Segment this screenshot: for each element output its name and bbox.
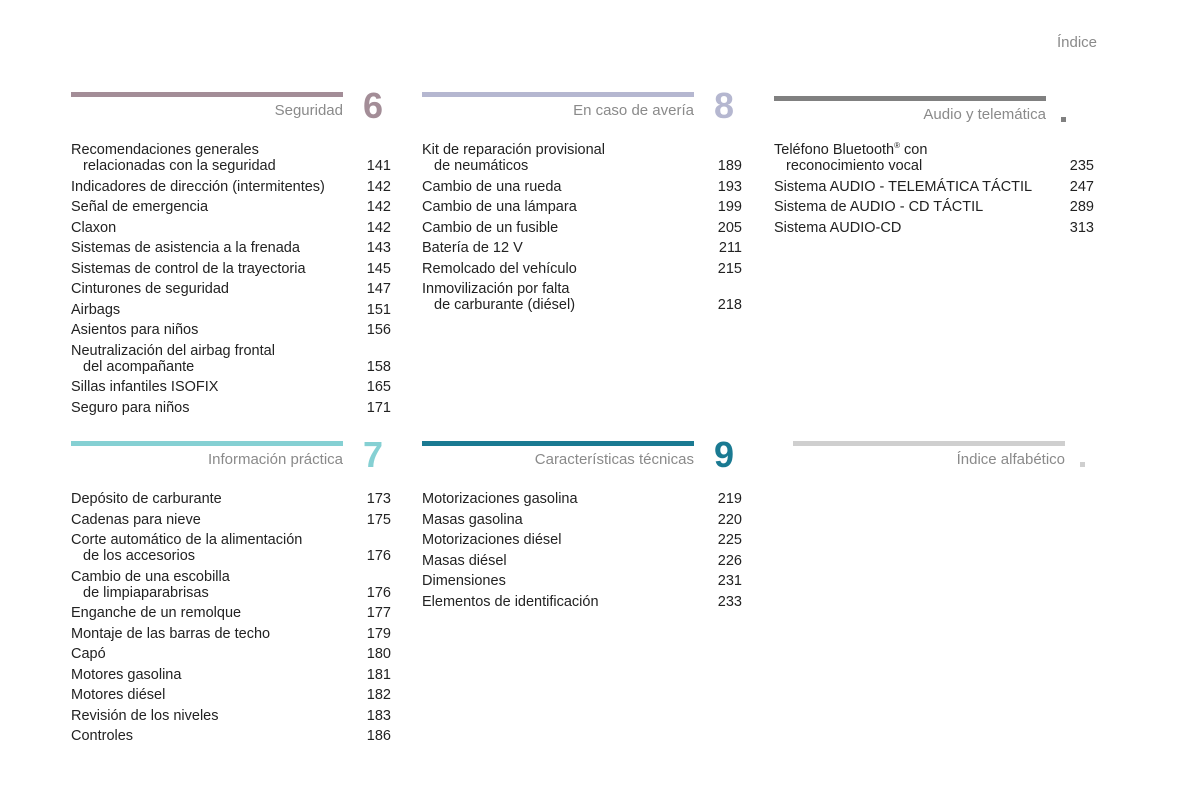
section-number: 9 <box>713 434 734 475</box>
toc-entry[interactable] <box>422 240 742 256</box>
section-color-bar <box>422 441 694 446</box>
entry-title: Capó <box>71 646 106 662</box>
section-header <box>793 441 1113 491</box>
toc-entry[interactable] <box>71 261 391 277</box>
entry-title: Cadenas para nieve <box>71 511 201 528</box>
entry-page: 142 <box>366 219 391 236</box>
toc-entry[interactable] <box>71 491 391 507</box>
entry-title: Elementos de identificación <box>422 593 599 610</box>
section-color-bar <box>774 96 1046 101</box>
toc-entry[interactable] <box>71 646 391 662</box>
toc-entry[interactable] <box>422 594 742 610</box>
toc-list <box>774 142 1094 236</box>
entry-title-continued: relacionadas con la seguridad <box>83 158 276 174</box>
entry-page: 226 <box>717 552 742 569</box>
toc-entry[interactable] <box>71 532 391 564</box>
toc-entry[interactable] <box>774 220 1094 236</box>
entry-page: 142 <box>366 199 391 215</box>
section-alfabetico <box>793 441 1113 491</box>
entry-title: Inmovilización por falta <box>422 281 570 297</box>
section-practica <box>71 434 391 749</box>
entry-title: Cambio de una rueda <box>422 178 562 195</box>
toc-list <box>71 491 391 744</box>
entry-title: Sistema AUDIO - TELEMÁTICA TÁCTIL <box>774 178 1033 195</box>
entry-page: 156 <box>366 322 391 338</box>
entry-title-continued: de los accesorios <box>83 548 196 564</box>
entry-title: Corte automático de la alimentación <box>71 532 303 548</box>
entry-page: 151 <box>366 301 391 318</box>
toc-entry[interactable] <box>422 491 742 507</box>
entry-title: Teléfono Bluetooth® con <box>774 141 928 158</box>
section-header <box>422 434 742 491</box>
entry-title: Señal de emergencia <box>71 199 209 215</box>
entry-page: 182 <box>366 687 391 703</box>
section-tecnicas <box>422 434 742 614</box>
entry-page: 173 <box>366 491 391 507</box>
entry-page: 181 <box>366 666 391 683</box>
section-title[interactable]: En caso de avería <box>573 102 694 119</box>
entry-page: 193 <box>717 178 742 195</box>
toc-entry[interactable] <box>71 400 391 416</box>
section-color-bar <box>422 92 694 97</box>
toc-entry[interactable] <box>71 605 391 621</box>
entry-page: 180 <box>366 646 391 662</box>
entry-page: 289 <box>1069 199 1094 215</box>
entry-page: 189 <box>717 158 742 174</box>
toc-list <box>422 142 742 313</box>
entry-page: 235 <box>1069 158 1094 174</box>
entry-page: 171 <box>366 399 391 416</box>
toc-entry[interactable] <box>71 322 391 338</box>
entry-title: Recomendaciones generales <box>71 142 259 158</box>
toc-entry[interactable] <box>422 261 742 277</box>
section-title[interactable]: Información práctica <box>207 451 343 468</box>
toc-entry[interactable] <box>774 199 1094 215</box>
toc-entry[interactable] <box>422 199 742 215</box>
toc-entry[interactable] <box>422 281 742 313</box>
entry-title: Sillas infantiles ISOFIX <box>71 379 219 395</box>
entry-page: 176 <box>366 584 391 601</box>
entry-title: Asientos para niños <box>71 322 199 338</box>
toc-list <box>71 142 391 416</box>
entry-page: 225 <box>717 532 742 548</box>
entry-title: Masas gasolina <box>422 511 523 528</box>
entry-title: Cambio de un fusible <box>422 219 559 236</box>
section-title[interactable]: Índice alfabético <box>956 451 1065 468</box>
entry-page: 176 <box>366 548 391 564</box>
entry-title: Motores diésel <box>71 687 166 703</box>
entry-page: 233 <box>717 593 742 610</box>
toc-entry[interactable] <box>774 179 1094 195</box>
entry-page: 145 <box>366 260 391 277</box>
entry-page: 186 <box>366 728 391 744</box>
entry-title-continued: de neumáticos <box>434 158 529 174</box>
toc-entry[interactable] <box>71 220 391 236</box>
entry-page: 215 <box>717 260 742 277</box>
entry-page: 231 <box>717 573 742 589</box>
section-header <box>71 434 391 491</box>
section-color-bar <box>793 441 1065 446</box>
toc-entry[interactable] <box>774 142 1094 174</box>
toc-entry[interactable] <box>71 343 391 375</box>
entry-page: 147 <box>366 281 391 297</box>
entry-page: 313 <box>1069 219 1094 236</box>
toc-list <box>422 491 742 610</box>
entry-title: Remolcado del vehículo <box>422 260 577 277</box>
entry-title: Sistemas de control de la trayectoria <box>71 260 306 277</box>
toc-entry[interactable] <box>71 569 391 601</box>
entry-page: 205 <box>717 219 742 236</box>
entry-title: Claxon <box>71 219 117 236</box>
page-header-title: Índice <box>1056 34 1097 51</box>
entry-title-continued: reconocimiento vocal <box>786 158 923 174</box>
entry-title: Batería de 12 V <box>422 240 523 256</box>
section-title[interactable]: Seguridad <box>274 102 343 119</box>
toc-entry[interactable] <box>422 512 742 528</box>
toc-entry[interactable] <box>422 220 742 236</box>
entry-page: 143 <box>366 240 391 256</box>
section-header <box>71 85 391 142</box>
entry-page: 219 <box>717 491 742 507</box>
entry-title: Controles <box>71 728 134 744</box>
entry-title: Kit de reparación provisional <box>422 142 605 158</box>
entry-title: Cambio de una escobilla <box>71 568 230 585</box>
entry-page: 218 <box>717 297 742 313</box>
section-seguridad <box>71 85 391 420</box>
toc-entry[interactable] <box>71 199 391 215</box>
entry-title: Montaje de las barras de techo <box>71 625 271 642</box>
section-title[interactable]: Características técnicas <box>534 451 694 468</box>
entry-title: Dimensiones <box>422 573 506 589</box>
section-number: 7 <box>362 434 383 475</box>
toc-entry[interactable] <box>71 728 391 744</box>
entry-page: 142 <box>366 178 391 195</box>
entry-page: 183 <box>366 707 391 724</box>
entry-page: 175 <box>366 511 391 528</box>
entry-title-continued: del acompañante <box>83 358 195 375</box>
section-color-bar <box>71 92 343 97</box>
entry-title: Motores gasolina <box>71 666 182 683</box>
entry-title: Sistema AUDIO-CD <box>774 219 902 236</box>
section-color-bar <box>71 441 343 446</box>
section-number: 6 <box>362 85 383 126</box>
section-audio <box>774 96 1094 240</box>
entry-title-continued: de carburante (diésel) <box>434 297 576 313</box>
entry-title: Neutralización del airbag frontal <box>71 342 275 359</box>
section-header <box>774 96 1094 142</box>
toc-entry[interactable] <box>422 553 742 569</box>
entry-title: Revisión de los niveles <box>71 707 219 724</box>
section-averia <box>422 85 742 318</box>
entry-title: Seguro para niños <box>71 399 190 416</box>
entry-page: 220 <box>717 511 742 528</box>
toc-entry[interactable] <box>71 512 391 528</box>
section-header <box>422 85 742 142</box>
toc-entry[interactable] <box>71 240 391 256</box>
entry-page: 211 <box>718 240 742 256</box>
entry-title: Masas diésel <box>422 552 507 569</box>
entry-page: 165 <box>366 379 391 395</box>
section-title[interactable]: Audio y telemática <box>923 106 1046 123</box>
toc-entry[interactable] <box>71 708 391 724</box>
entry-title: Cinturones de seguridad <box>71 281 229 297</box>
toc-entry[interactable] <box>422 142 742 174</box>
entry-page: 179 <box>366 625 391 642</box>
section-number: 8 <box>713 85 734 126</box>
entry-page: 141 <box>366 158 391 174</box>
section-marker <box>1080 462 1085 467</box>
toc-entry[interactable] <box>71 142 391 174</box>
toc-entry[interactable] <box>71 667 391 683</box>
entry-title: Motorizaciones gasolina <box>422 491 578 507</box>
entry-page: 247 <box>1069 178 1094 195</box>
toc-entry[interactable] <box>71 687 391 703</box>
entry-title-continued: de limpiaparabrisas <box>83 584 209 601</box>
toc-entry[interactable] <box>422 573 742 589</box>
entry-title: Cambio de una lámpara <box>422 199 577 215</box>
entry-title: Airbags <box>71 301 121 318</box>
toc-entry[interactable] <box>71 281 391 297</box>
entry-title: Depósito de carburante <box>71 491 222 507</box>
entry-title: Sistemas de asistencia a la frenada <box>71 240 300 256</box>
toc-entry[interactable] <box>71 626 391 642</box>
entry-title: Enganche de un remolque <box>71 605 242 621</box>
toc-entry[interactable] <box>71 302 391 318</box>
entry-page: 199 <box>717 199 742 215</box>
entry-page: 158 <box>366 358 391 375</box>
section-marker <box>1061 117 1066 122</box>
entry-title: Indicadores de dirección (intermitentes) <box>71 178 325 195</box>
entry-title: Sistema de AUDIO - CD TÁCTIL <box>774 199 984 215</box>
entry-page: 177 <box>366 605 391 621</box>
toc-entry[interactable] <box>422 532 742 548</box>
toc-entry[interactable] <box>71 179 391 195</box>
entry-title: Motorizaciones diésel <box>422 532 562 548</box>
toc-entry[interactable] <box>71 379 391 395</box>
toc-entry[interactable] <box>422 179 742 195</box>
